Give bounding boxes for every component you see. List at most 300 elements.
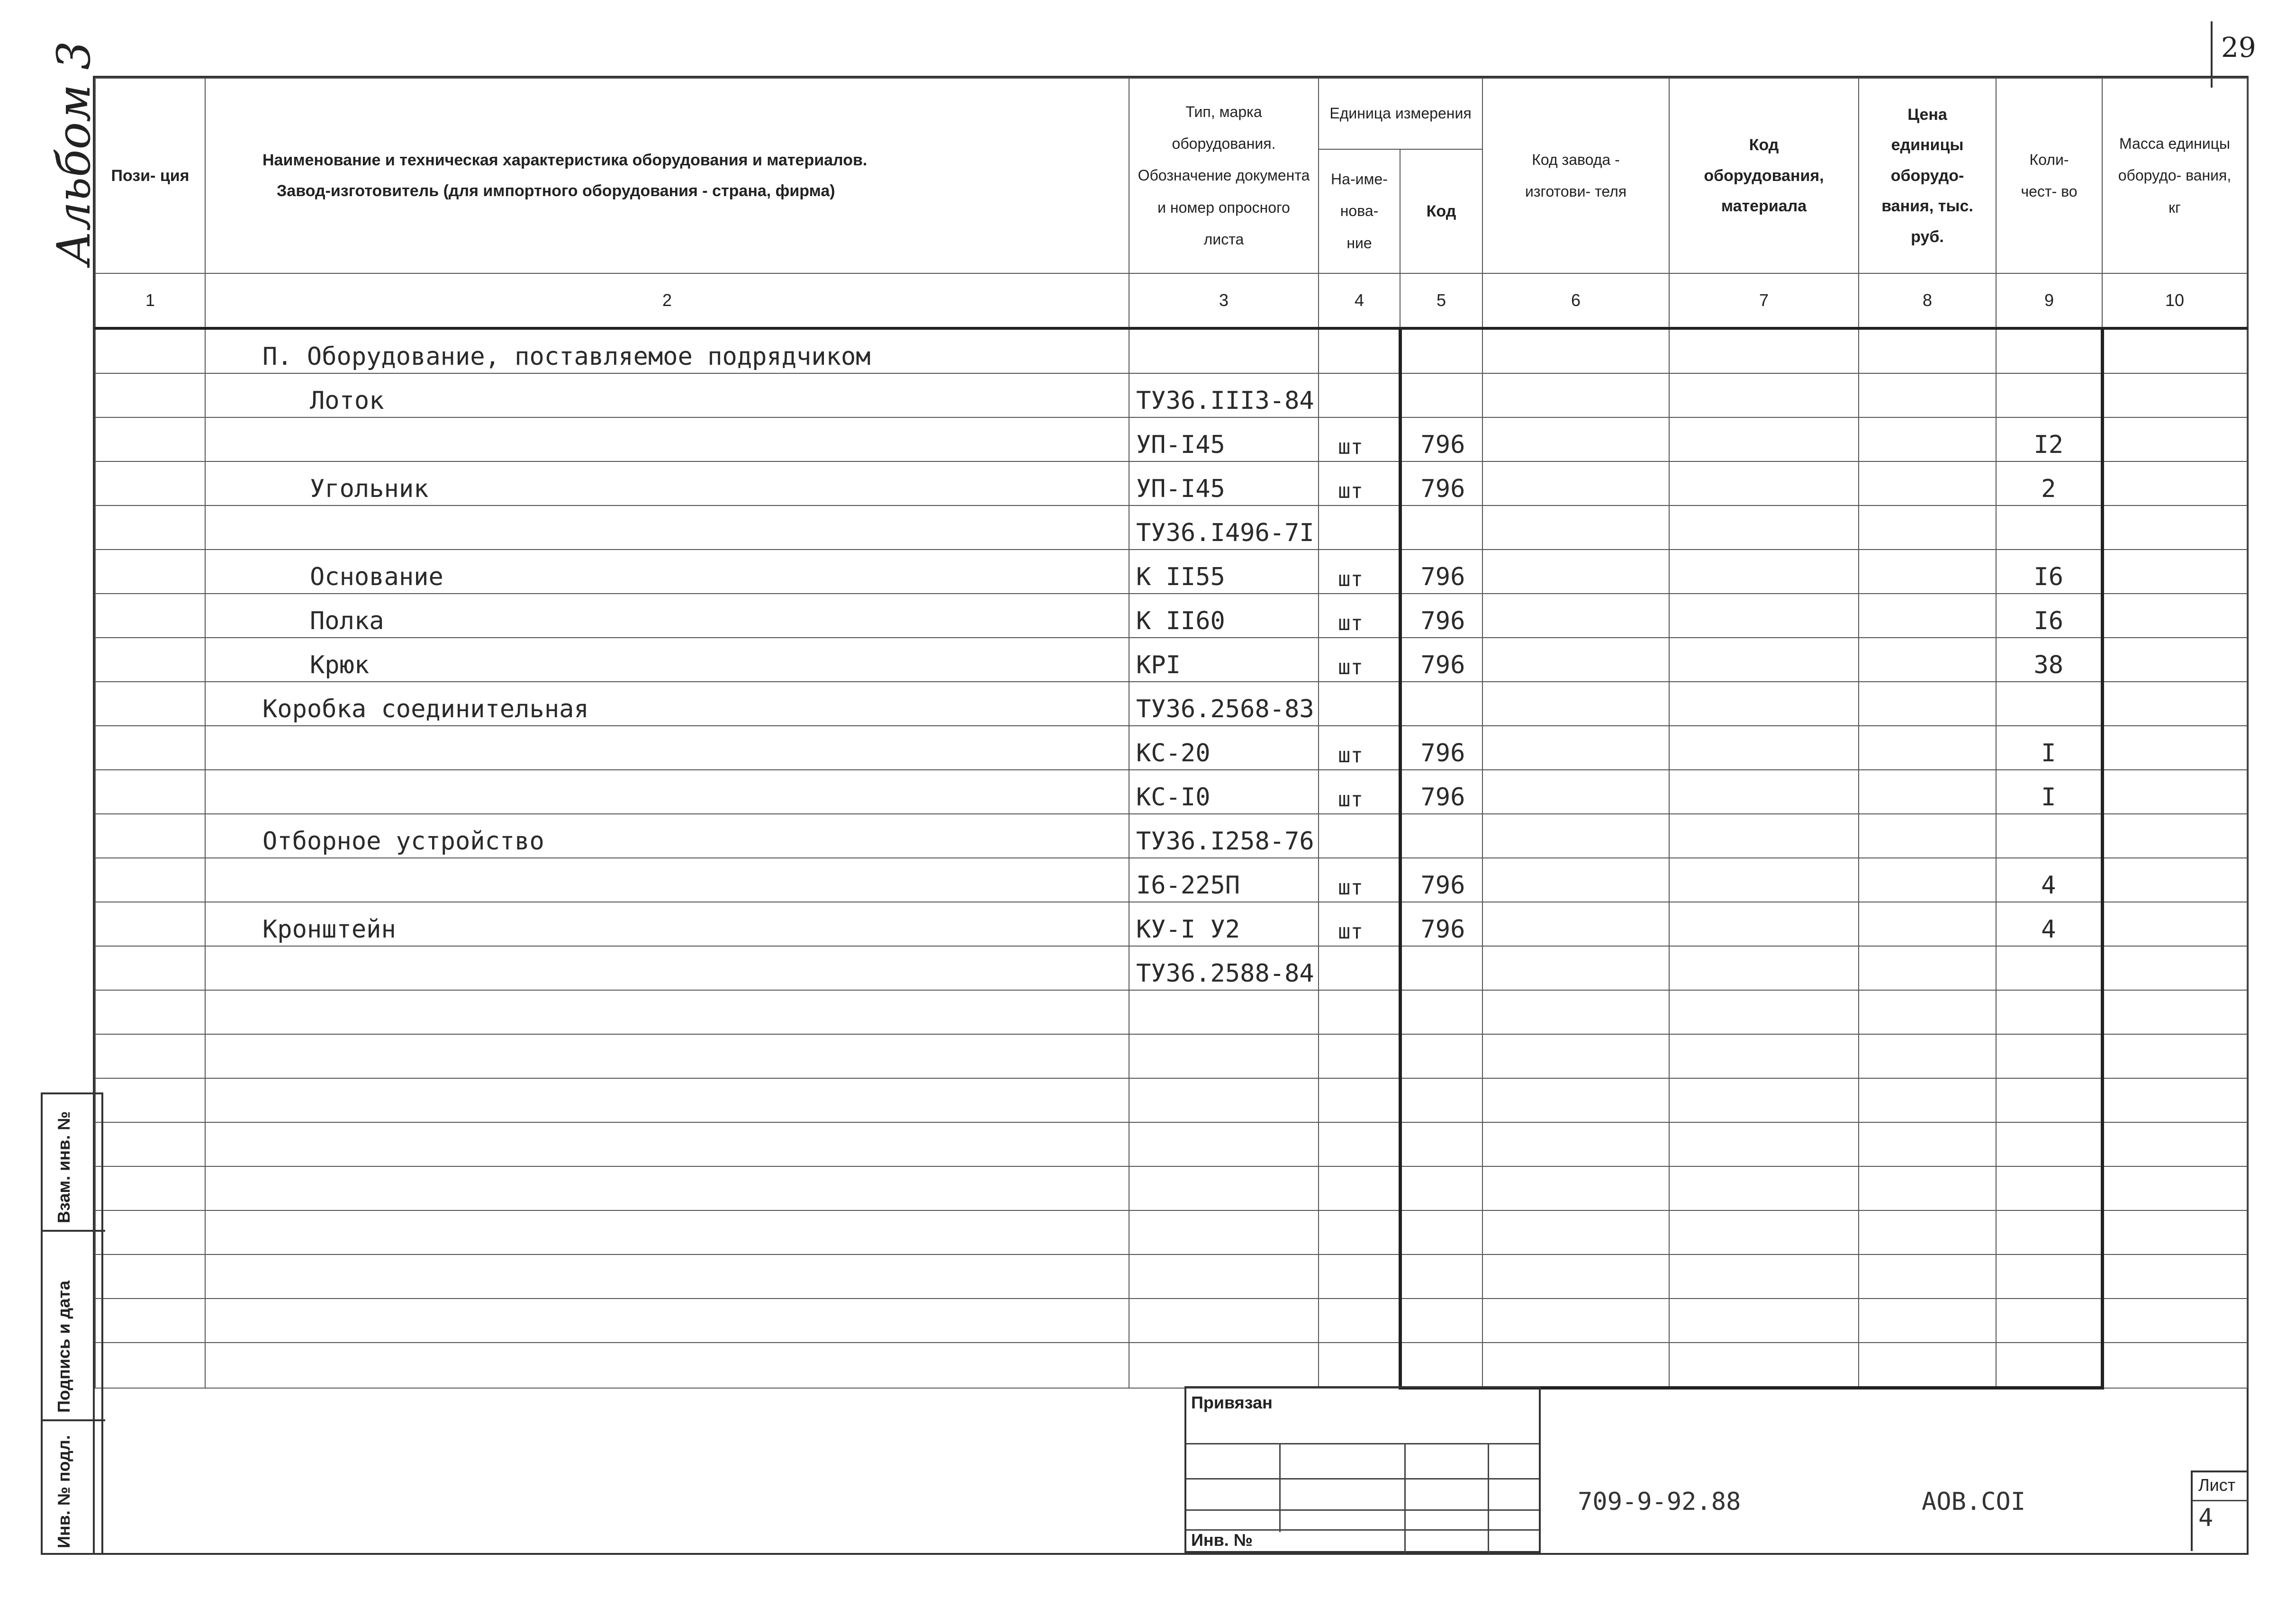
cell-pos <box>95 1343 205 1388</box>
cell-qty <box>1996 373 2102 417</box>
cell-pos <box>95 417 205 461</box>
header-unit-price: Цена единицы оборудо- вания, тыс. руб. <box>1859 78 1996 273</box>
cell-code: 796 <box>1400 770 1482 814</box>
cell-mass <box>2102 814 2247 858</box>
cell-unit: шт <box>1319 902 1400 946</box>
cell-code: 796 <box>1400 726 1482 770</box>
cell-equip <box>1669 550 1859 594</box>
cell-price <box>1859 328 1996 373</box>
cell-type: УП-I45 <box>1129 461 1319 505</box>
table-row <box>95 1299 2247 1343</box>
cell-price <box>1859 770 1996 814</box>
cell-type: КС-I0 <box>1129 770 1319 814</box>
cell-type <box>1129 1299 1319 1343</box>
cell-mass <box>2102 1254 2247 1299</box>
column-number: 10 <box>2102 273 2247 328</box>
cell-qty: I2 <box>1996 417 2102 461</box>
sheet-number: 29 <box>2221 31 2256 63</box>
cell-type <box>1129 1034 1319 1078</box>
cell-pos <box>95 594 205 638</box>
cell-price <box>1859 461 1996 505</box>
header-position: Пози- ция <box>95 78 205 273</box>
cell-pos <box>95 1034 205 1078</box>
table-row <box>95 858 2247 902</box>
cell-code <box>1400 1034 1482 1078</box>
cell-equip <box>1669 505 1859 550</box>
cell-unit: шт <box>1319 726 1400 770</box>
cell-unit: шт <box>1319 417 1400 461</box>
column-number: 4 <box>1319 273 1400 328</box>
cell-unit <box>1319 946 1400 990</box>
cell-factory <box>1482 858 1669 902</box>
cell-factory <box>1482 1299 1669 1343</box>
cell-pos <box>95 1299 205 1343</box>
list-label: Лист <box>2198 1475 2236 1495</box>
cell-code: 796 <box>1400 638 1482 682</box>
table-row <box>95 814 2247 858</box>
cell-type <box>1129 1210 1319 1254</box>
cell-mass <box>2102 990 2247 1034</box>
cell-qty <box>1996 946 2102 990</box>
cell-unit <box>1319 1210 1400 1254</box>
list-number: 4 <box>2198 1504 2214 1532</box>
table-row <box>95 1254 2247 1299</box>
cell-type: ТУ36.I496-7I <box>1129 505 1319 550</box>
cell-factory <box>1482 461 1669 505</box>
header-equipment-code: Код оборудования, материала <box>1669 78 1859 273</box>
cell-factory <box>1482 990 1669 1034</box>
cell-type <box>1129 1254 1319 1299</box>
cell-type: К II55 <box>1129 550 1319 594</box>
table-row <box>95 1122 2247 1166</box>
cell-code <box>1400 1210 1482 1254</box>
cell-equip <box>1669 638 1859 682</box>
cell-mass <box>2102 1210 2247 1254</box>
stamp-inv-podl: Инв. № подл. <box>54 1435 73 1548</box>
cell-equip <box>1669 1254 1859 1299</box>
cell-type: ТУ36.2588-84 <box>1129 946 1319 990</box>
cell-type: УП-I45 <box>1129 417 1319 461</box>
cell-qty <box>1996 1254 2102 1299</box>
cell-unit: шт <box>1319 770 1400 814</box>
cell-factory <box>1482 1254 1669 1299</box>
table-row <box>95 417 2247 461</box>
cell-pos <box>95 1254 205 1299</box>
cell-qty <box>1996 1343 2102 1388</box>
cell-factory <box>1482 1034 1669 1078</box>
cell-unit <box>1319 1166 1400 1210</box>
cell-code <box>1400 1078 1482 1122</box>
column-number: 7 <box>1669 273 1859 328</box>
cell-mass <box>2102 505 2247 550</box>
cell-qty: I6 <box>1996 594 2102 638</box>
cell-code <box>1400 990 1482 1034</box>
cell-factory <box>1482 417 1669 461</box>
cell-code <box>1400 505 1482 550</box>
document-code: АОВ.СОI <box>1922 1488 2026 1516</box>
cell-factory <box>1482 1210 1669 1254</box>
cell-qty: I6 <box>1996 550 2102 594</box>
cell-unit: шт <box>1319 858 1400 902</box>
cell-mass <box>2102 946 2247 990</box>
cell-qty: 38 <box>1996 638 2102 682</box>
cell-price <box>1859 990 1996 1034</box>
cell-name <box>205 1343 1129 1388</box>
cell-factory <box>1482 1343 1669 1388</box>
cell-equip <box>1669 1210 1859 1254</box>
title-block <box>1184 1386 1541 1553</box>
cell-unit <box>1319 1078 1400 1122</box>
cell-unit <box>1319 328 1400 373</box>
cell-price <box>1859 858 1996 902</box>
column-numbers-row <box>95 273 2247 328</box>
cell-name: Отборное устройство <box>205 814 1129 858</box>
cell-equip <box>1669 858 1859 902</box>
cell-qty <box>1996 1299 2102 1343</box>
cell-name: Крюк <box>205 638 1129 682</box>
cell-equip <box>1669 726 1859 770</box>
column-number: 5 <box>1400 273 1482 328</box>
cell-code: 796 <box>1400 858 1482 902</box>
cell-pos <box>95 770 205 814</box>
cell-pos <box>95 328 205 373</box>
cell-mass <box>2102 328 2247 373</box>
cell-equip <box>1669 1078 1859 1122</box>
header-mass: Масса единицы оборудо- вания, кг <box>2102 78 2247 273</box>
cell-name <box>205 1299 1129 1343</box>
table-row <box>95 461 2247 505</box>
cell-code <box>1400 1122 1482 1166</box>
cell-equip <box>1669 1166 1859 1210</box>
cell-code: 796 <box>1400 417 1482 461</box>
cell-factory <box>1482 682 1669 726</box>
cell-mass <box>2102 417 2247 461</box>
cell-type <box>1129 1078 1319 1122</box>
cell-mass <box>2102 1122 2247 1166</box>
table-row <box>95 1034 2247 1078</box>
header-name: Наименование и техническая характеристика оборудования и материалов. Завод-изготовитель (для импортного оборудования - страна, фирма) <box>205 78 1129 273</box>
cell-name: П. Оборудование, поставляемое подрядчиком <box>205 328 1129 373</box>
table-row <box>95 505 2247 550</box>
column-number: 2 <box>205 273 1129 328</box>
cell-name <box>205 770 1129 814</box>
cell-factory <box>1482 814 1669 858</box>
column-number: 1 <box>95 273 205 328</box>
privyazan-label: Привязан <box>1191 1393 1273 1412</box>
header-type: Тип, марка оборудования. Обозначение документа и номер опросного листа <box>1129 78 1319 273</box>
cell-qty: 2 <box>1996 461 2102 505</box>
cell-price <box>1859 726 1996 770</box>
table-row <box>95 1343 2247 1388</box>
cell-type: ТУ36.III3-84 <box>1129 373 1319 417</box>
column-number: 3 <box>1129 273 1319 328</box>
table-row <box>95 1078 2247 1122</box>
cell-unit: шт <box>1319 638 1400 682</box>
cell-equip <box>1669 902 1859 946</box>
cell-pos <box>95 726 205 770</box>
cell-unit <box>1319 1034 1400 1078</box>
cell-code <box>1400 1254 1482 1299</box>
cell-price <box>1859 1122 1996 1166</box>
cell-name: Кронштейн <box>205 902 1129 946</box>
cell-equip <box>1669 990 1859 1034</box>
cell-qty: 4 <box>1996 858 2102 902</box>
cell-mass <box>2102 902 2247 946</box>
column-number: 8 <box>1859 273 1996 328</box>
cell-pos <box>95 461 205 505</box>
cell-name <box>205 990 1129 1034</box>
cell-name <box>205 1210 1129 1254</box>
header-unit-name: На-име-нова-ние <box>1319 149 1400 273</box>
cell-equip <box>1669 461 1859 505</box>
cell-mass <box>2102 461 2247 505</box>
cell-qty: 4 <box>1996 902 2102 946</box>
cell-unit <box>1319 814 1400 858</box>
cell-mass <box>2102 594 2247 638</box>
cell-unit: шт <box>1319 594 1400 638</box>
cell-type: I6-225П <box>1129 858 1319 902</box>
table-row <box>95 550 2247 594</box>
stamp-podpis: Подпись и дата <box>43 1232 105 1421</box>
table-row <box>95 726 2247 770</box>
cell-pos <box>95 858 205 902</box>
specification-table <box>95 78 2248 1389</box>
cell-qty <box>1996 1166 2102 1210</box>
cell-code: 796 <box>1400 461 1482 505</box>
cell-name <box>205 726 1129 770</box>
cell-code <box>1400 373 1482 417</box>
cell-factory <box>1482 550 1669 594</box>
cell-name <box>205 1078 1129 1122</box>
cell-mass <box>2102 770 2247 814</box>
cell-type <box>1129 1166 1319 1210</box>
cell-price <box>1859 1166 1996 1210</box>
cell-factory <box>1482 946 1669 990</box>
cell-name <box>205 417 1129 461</box>
cell-qty <box>1996 1122 2102 1166</box>
cell-name <box>205 1254 1129 1299</box>
album-label: Альбом 3 <box>47 41 100 265</box>
table-row <box>95 638 2247 682</box>
cell-unit <box>1319 505 1400 550</box>
cell-unit: шт <box>1319 550 1400 594</box>
cell-mass <box>2102 638 2247 682</box>
cell-equip <box>1669 1034 1859 1078</box>
cell-qty <box>1996 1078 2102 1122</box>
cell-unit <box>1319 1343 1400 1388</box>
cell-qty: I <box>1996 726 2102 770</box>
cell-pos <box>95 638 205 682</box>
cell-price <box>1859 550 1996 594</box>
cell-factory <box>1482 373 1669 417</box>
binding-stamp <box>41 1092 103 1555</box>
cell-price <box>1859 814 1996 858</box>
cell-name <box>205 946 1129 990</box>
cell-pos <box>95 1210 205 1254</box>
cell-code <box>1400 682 1482 726</box>
cell-price <box>1859 505 1996 550</box>
header-unit-group: Единица измерения <box>1319 78 1482 149</box>
cell-code <box>1400 946 1482 990</box>
cell-qty <box>1996 1034 2102 1078</box>
cell-pos <box>95 682 205 726</box>
cell-factory <box>1482 505 1669 550</box>
cell-equip <box>1669 328 1859 373</box>
cell-factory <box>1482 726 1669 770</box>
project-code: 709-9-92.88 <box>1578 1488 1741 1516</box>
cell-pos <box>95 550 205 594</box>
table-header <box>95 78 2247 328</box>
cell-name <box>205 505 1129 550</box>
cell-unit: шт <box>1319 461 1400 505</box>
cell-price <box>1859 638 1996 682</box>
cell-factory <box>1482 1122 1669 1166</box>
cell-code: 796 <box>1400 902 1482 946</box>
cell-unit <box>1319 1254 1400 1299</box>
cell-qty <box>1996 1210 2102 1254</box>
table-row <box>95 594 2247 638</box>
cell-pos <box>95 946 205 990</box>
cell-equip <box>1669 946 1859 990</box>
cell-price <box>1859 373 1996 417</box>
table-row <box>95 1166 2247 1210</box>
cell-type: ТУ36.I258-76 <box>1129 814 1319 858</box>
cell-pos <box>95 990 205 1034</box>
cell-code <box>1400 814 1482 858</box>
cell-name <box>205 1122 1129 1166</box>
cell-factory <box>1482 770 1669 814</box>
cell-pos <box>95 1166 205 1210</box>
cell-name <box>205 858 1129 902</box>
cell-equip <box>1669 770 1859 814</box>
cell-price <box>1859 946 1996 990</box>
column-number: 9 <box>1996 273 2102 328</box>
cell-qty <box>1996 990 2102 1034</box>
cell-price <box>1859 1078 1996 1122</box>
cell-type <box>1129 1343 1319 1388</box>
cell-pos <box>95 902 205 946</box>
cell-equip <box>1669 417 1859 461</box>
cell-pos <box>95 1078 205 1122</box>
cell-factory <box>1482 638 1669 682</box>
cell-price <box>1859 1343 1996 1388</box>
cell-equip <box>1669 682 1859 726</box>
cell-qty <box>1996 682 2102 726</box>
cell-type: КУ-I У2 <box>1129 902 1319 946</box>
cell-type: КС-20 <box>1129 726 1319 770</box>
cell-mass <box>2102 1078 2247 1122</box>
table-row <box>95 373 2247 417</box>
table-row <box>95 682 2247 726</box>
cell-mass <box>2102 1034 2247 1078</box>
sheet-list-box <box>2191 1471 2247 1551</box>
cell-code <box>1400 328 1482 373</box>
cell-mass <box>2102 726 2247 770</box>
cell-type <box>1129 1122 1319 1166</box>
table-row <box>95 328 2247 373</box>
cell-factory <box>1482 594 1669 638</box>
cell-mass <box>2102 1299 2247 1343</box>
cell-mass <box>2102 858 2247 902</box>
cell-factory <box>1482 328 1669 373</box>
cell-pos <box>95 1122 205 1166</box>
cell-qty <box>1996 814 2102 858</box>
cell-pos <box>95 505 205 550</box>
cell-type: К II60 <box>1129 594 1319 638</box>
cell-price <box>1859 594 1996 638</box>
cell-mass <box>2102 373 2247 417</box>
cell-equip <box>1669 1343 1859 1388</box>
cell-mass <box>2102 550 2247 594</box>
cell-mass <box>2102 682 2247 726</box>
cell-equip <box>1669 1122 1859 1166</box>
table-body <box>95 328 2247 1388</box>
cell-equip <box>1669 814 1859 858</box>
cell-name: Лоток <box>205 373 1129 417</box>
table-row <box>95 990 2247 1034</box>
header-factory-code: Код завода - изготови- теля <box>1482 78 1669 273</box>
cell-unit <box>1319 682 1400 726</box>
cell-pos <box>95 373 205 417</box>
cell-type <box>1129 328 1319 373</box>
cell-price <box>1859 1210 1996 1254</box>
cell-factory <box>1482 1166 1669 1210</box>
cell-price <box>1859 417 1996 461</box>
cell-unit <box>1319 373 1400 417</box>
cell-name: Коробка соединительная <box>205 682 1129 726</box>
cell-type <box>1129 990 1319 1034</box>
inv-no-label: Инв. № <box>1191 1530 1253 1550</box>
cell-code <box>1400 1166 1482 1210</box>
cell-price <box>1859 682 1996 726</box>
cell-factory <box>1482 902 1669 946</box>
cell-price <box>1859 902 1996 946</box>
cell-type: ТУ36.2568-83 <box>1129 682 1319 726</box>
cell-qty: I <box>1996 770 2102 814</box>
cell-name: Полка <box>205 594 1129 638</box>
cell-pos <box>95 814 205 858</box>
cell-code <box>1400 1299 1482 1343</box>
cell-price <box>1859 1299 1996 1343</box>
cell-price <box>1859 1254 1996 1299</box>
table-row <box>95 946 2247 990</box>
table-row <box>95 1210 2247 1254</box>
cell-name <box>205 1034 1129 1078</box>
cell-mass <box>2102 1343 2247 1388</box>
cell-factory <box>1482 1078 1669 1122</box>
cell-type: КРI <box>1129 638 1319 682</box>
stamp-vzam: Взам. инв. № <box>43 1094 105 1232</box>
cell-equip <box>1669 373 1859 417</box>
cell-name: Угольник <box>205 461 1129 505</box>
cell-name <box>205 1166 1129 1210</box>
table-row <box>95 902 2247 946</box>
column-number: 6 <box>1482 273 1669 328</box>
cell-price <box>1859 1034 1996 1078</box>
header-unit-code: Код <box>1400 149 1482 273</box>
cell-code: 796 <box>1400 550 1482 594</box>
cell-equip <box>1669 1299 1859 1343</box>
cell-mass <box>2102 1166 2247 1210</box>
cell-code <box>1400 1343 1482 1388</box>
cell-name: Основание <box>205 550 1129 594</box>
cell-unit <box>1319 1299 1400 1343</box>
cell-code: 796 <box>1400 594 1482 638</box>
header-quantity: Коли- чест- во <box>1996 78 2102 273</box>
cell-qty <box>1996 328 2102 373</box>
table-row <box>95 770 2247 814</box>
cell-qty <box>1996 505 2102 550</box>
